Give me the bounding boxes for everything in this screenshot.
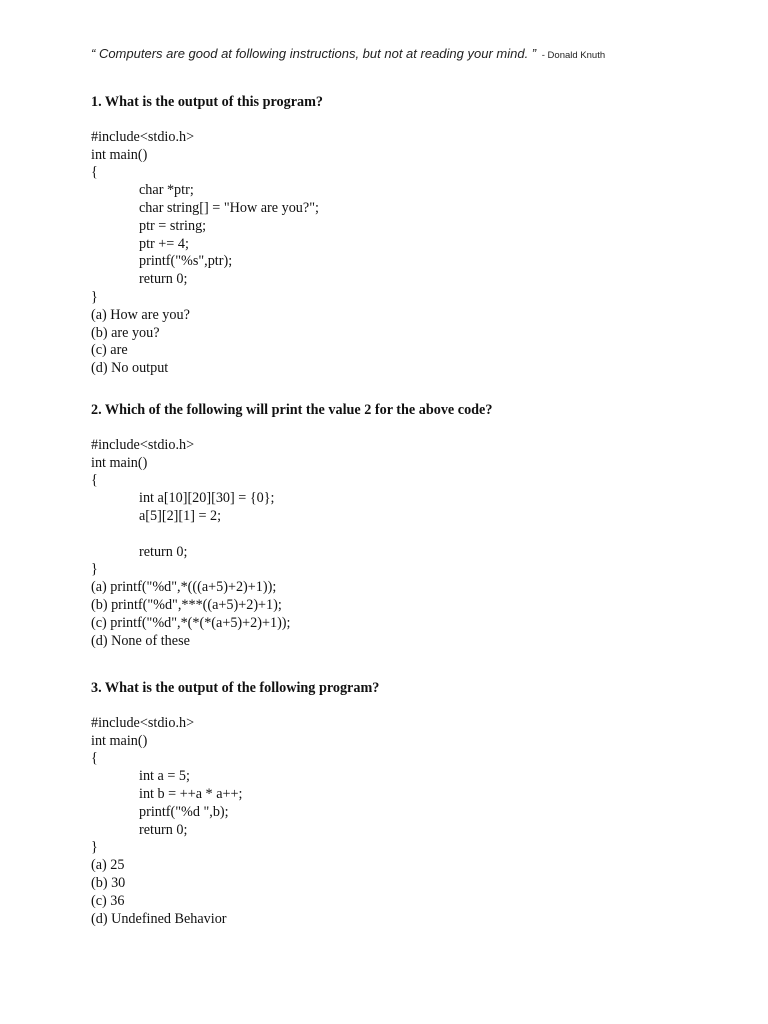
code-line: char string[] = "How are you?"; — [139, 199, 319, 216]
code-line: return 0; — [139, 543, 188, 560]
option-a: (a) 25 — [91, 857, 125, 874]
question-3 — [91, 679, 751, 928]
code-line: #include<stdio.h> — [91, 714, 195, 731]
code-line: return 0; — [139, 821, 188, 838]
epigraph-quote — [91, 46, 751, 61]
option-b: (b) 30 — [91, 874, 126, 891]
code-block — [91, 129, 751, 307]
option-c: (c) 36 — [91, 892, 125, 909]
code-line: } — [91, 561, 98, 578]
code-block — [91, 715, 751, 857]
code-line: int b = ++a * a++; — [139, 785, 243, 802]
code-line: { — [91, 750, 98, 767]
code-line: { — [91, 164, 98, 181]
code-line: printf("%s",ptr); — [139, 253, 233, 270]
code-line: int a = 5; — [139, 768, 190, 785]
code-line: char *ptr; — [139, 182, 194, 199]
code-line: int main() — [91, 146, 148, 163]
code-line: } — [91, 288, 98, 305]
option-a: (a) printf("%d",*(((a+5)+2)+1)); — [91, 579, 277, 596]
option-c: (c) printf("%d",*(*(*(a+5)+2)+1)); — [91, 614, 291, 631]
answer-options — [91, 307, 751, 378]
answer-options — [91, 857, 751, 928]
option-b: (b) are you? — [91, 324, 160, 341]
option-b: (b) printf("%d",***((a+5)+2)+1); — [91, 596, 282, 613]
code-line: printf("%d ",b); — [139, 803, 229, 820]
code-line: #include<stdio.h> — [91, 128, 195, 145]
code-line: ptr += 4; — [139, 235, 189, 252]
code-line: return 0; — [139, 271, 188, 288]
option-d: (d) Undefined Behavior — [91, 910, 227, 927]
quote-author: - Donald Knuth — [541, 50, 606, 61]
code-line: { — [91, 472, 98, 489]
option-d: (d) None of these — [91, 632, 190, 649]
code-line: #include<stdio.h> — [91, 436, 195, 453]
option-c: (c) are — [91, 342, 128, 359]
code-block — [91, 437, 751, 579]
code-line: ptr = string; — [139, 217, 207, 234]
question-title: 2. Which of the following will print the value 2 for the above code? — [91, 402, 493, 418]
question-title: 3. What is the output of the following program? — [91, 680, 380, 696]
code-line: int main() — [91, 454, 148, 471]
question-2 — [91, 401, 751, 650]
code-line: int a[10][20][30] = {0}; — [139, 490, 275, 507]
code-line: } — [91, 839, 98, 856]
code-line: int main() — [91, 732, 148, 749]
option-d: (d) No output — [91, 360, 169, 377]
question-1 — [91, 93, 751, 378]
answer-options — [91, 579, 751, 650]
quote-text: “ Computers are good at following instructions, but not at reading your mind. ” — [91, 46, 537, 61]
question-title: 1. What is the output of this program? — [91, 94, 324, 110]
code-line: a[5][2][1] = 2; — [139, 507, 222, 524]
code-line — [91, 526, 751, 544]
option-a: (a) How are you? — [91, 306, 190, 323]
